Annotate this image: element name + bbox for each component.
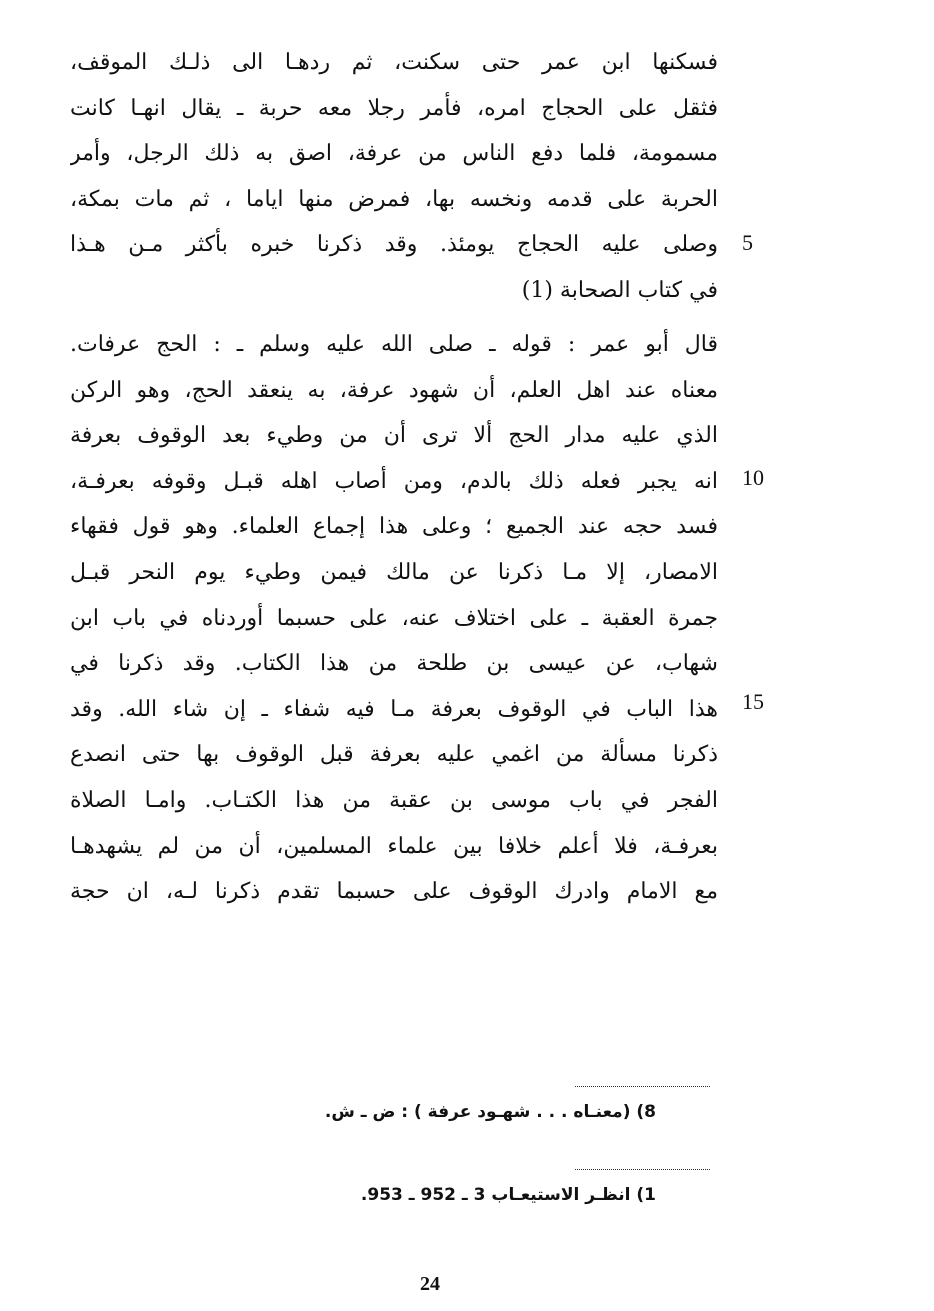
text-line: معناه عند اهل العلم، أن شهود عرفة، به ينعقد الحج، وهو الركن	[70, 377, 718, 403]
text-line: الحربة على قدمه ونخسه بها، فمرض منها اياما ، ثم مات بمكة،	[70, 186, 718, 212]
text-line: شهاب، عن عيسى بن طلحة من هذا الكتاب. وقد ذكرنا في	[70, 651, 718, 677]
text-line: ذكرنا مسألة من اغمي عليه بعرفة قبل الوقوف بها حتى انصدع	[70, 742, 718, 768]
text-line: الفجر في باب موسى بن عقبة من هذا الكتـاب. وامـا الصلاة	[70, 787, 718, 813]
page-number: 24	[420, 1273, 440, 1295]
text-line: فثقل على الحجاج امره، فأمر رجلا معه حربة ـ يقال انهـا كانت	[70, 95, 718, 121]
text-line: قال أبو عمر : قوله ـ صلى الله عليه وسلم ـ : الحج عرفات.	[70, 332, 718, 357]
text-line: هذا الباب في الوقوف بعرفة مـا فيه شفاء ـ إن شاء الله. وقد	[70, 696, 718, 722]
line-number-15: 15	[742, 689, 764, 714]
paragraph-2	[70, 322, 718, 915]
text-line: الامصار، إلا مـا ذكرنا عن مالك فيمن وطيء يوم النحر قبـل	[70, 559, 718, 585]
text-line: الذي عليه مدار الحج ألا ترى أن من وطيء بعد الوقوف بعرفة	[70, 423, 718, 449]
text-line: في كتاب الصحابة (1)	[521, 277, 718, 303]
text-line: وصلى عليه الحجاج يومئذ. وقد ذكرنا خبره بأكثر مـن هـذا	[70, 232, 718, 258]
text-line: فسكنها ابن عمر حتى سكنت، ثم ردهـا الى ذلـك الموقف،	[70, 50, 718, 75]
line-number-5: 5	[742, 230, 753, 255]
footnote-apparatus: 8) (معنـاه . . . شهـود عرفة ) : ض ـ ش.	[324, 1102, 656, 1122]
paragraph-1	[70, 40, 718, 314]
text-line: مع الامام وادرك الوقوف على حسبما تقدم ذكرنا لـه، ان حجة	[70, 879, 718, 905]
text-line: مسمومة، فلما دفع الناس من عرفة، اصق به ذلك الرجل، وأمر	[70, 141, 718, 167]
footnote-divider-reference	[575, 1169, 710, 1170]
footnote-reference: 1) انظـر الاستيعـاب 3 ـ 952 ـ 953.	[360, 1185, 656, 1205]
text-line: فسد حجه عند الجميع ؛ وعلى هذا إجماع العلماء. وهو قول فقهاء	[70, 514, 718, 540]
text-line: انه يجبر فعله ذلك بالدم، ومن أصاب اهله قبـل وقوفه بعرفـة،	[70, 468, 718, 494]
text-line: جمرة العقبة ـ على اختلاف عنه، على حسبما أوردناه في باب ابن	[70, 605, 718, 631]
text-line: بعرفـة، فلا أعلم خلافا بين علماء المسلمين، أن من لم يشهدهـا	[70, 833, 718, 859]
footnote-divider-apparatus	[575, 1086, 710, 1087]
line-number-10: 10	[742, 465, 764, 490]
